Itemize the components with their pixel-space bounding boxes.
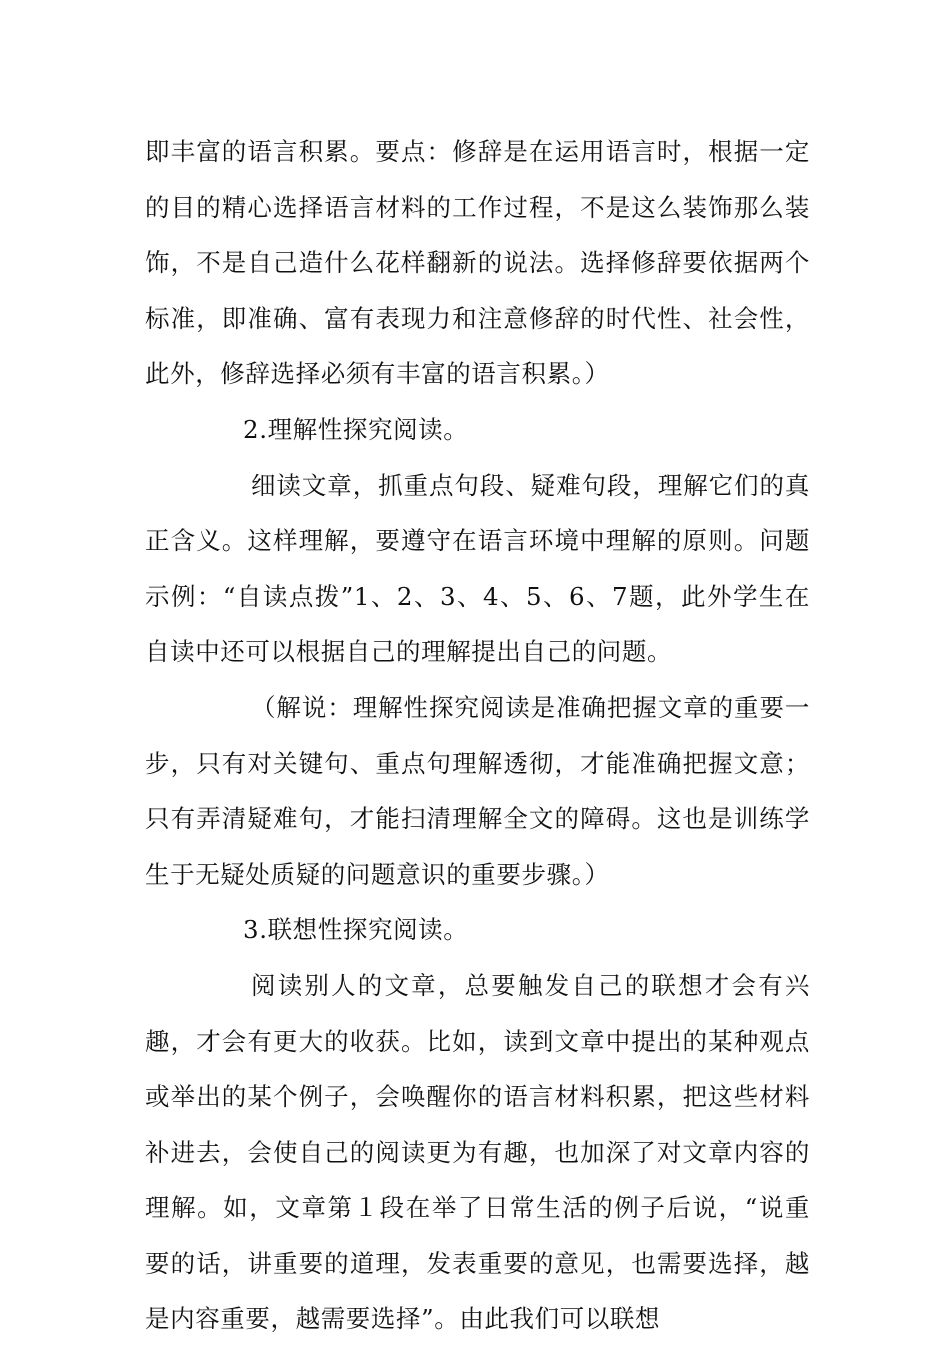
- paragraph-explanation: （解说：理解性探究阅读是准确把握文章的重要一步，只有对关键句、重点句理解透彻，才能准确把握文意；只有弄清疑难句，才能扫清理解全文的障碍。这也是训练学生于无疑处质疑的问题意识的重要步骤。）: [145, 692, 810, 889]
- paragraph-association-reading: 阅读别人的文章，总要触发自己的联想才会有兴趣，才会有更大的收获。比如，读到文章中提出的某种观点或举出的某个例子，会唤醒你的语言材料积累，把这些材料补进去，会使自己的阅读更为有趣，也加深了对文章内容的理解。如，文章第１段在举了日常生活的例子后说，“说重要的话，讲重要的道理，发表重要的意见，也需要选择，越是内容重要，越需要选择”。由此我们可以联想: [145, 970, 810, 1334]
- section-heading-association: 3.联想性探究阅读。: [243, 915, 469, 945]
- paragraph-continuation: 即丰富的语言积累。要点：修辞是在运用语言时，根据一定的目的精心选择语言材料的工作过程，不是这么装饰那么装饰，不是自己造什么花样翻新的说法。选择修辞要依据两个标准，即准确、富有表现力和注意修辞的时代性、社会性，此外，修辞选择必须有丰富的语言积累。）: [145, 137, 810, 389]
- section-heading-understanding: 2.理解性探究阅读。: [243, 414, 469, 444]
- paragraph-close-reading: 细读文章，抓重点句段、疑难句段，理解它们的真正含义。这样理解，要遵守在语言环境中理解的原则。问题示例：“自读点拨”1、2、3、4、5、6、7题，此外学生在自读中还可以根据自己的理解提出自己的问题。: [145, 470, 810, 667]
- document-body: [145, 124, 810, 1347]
